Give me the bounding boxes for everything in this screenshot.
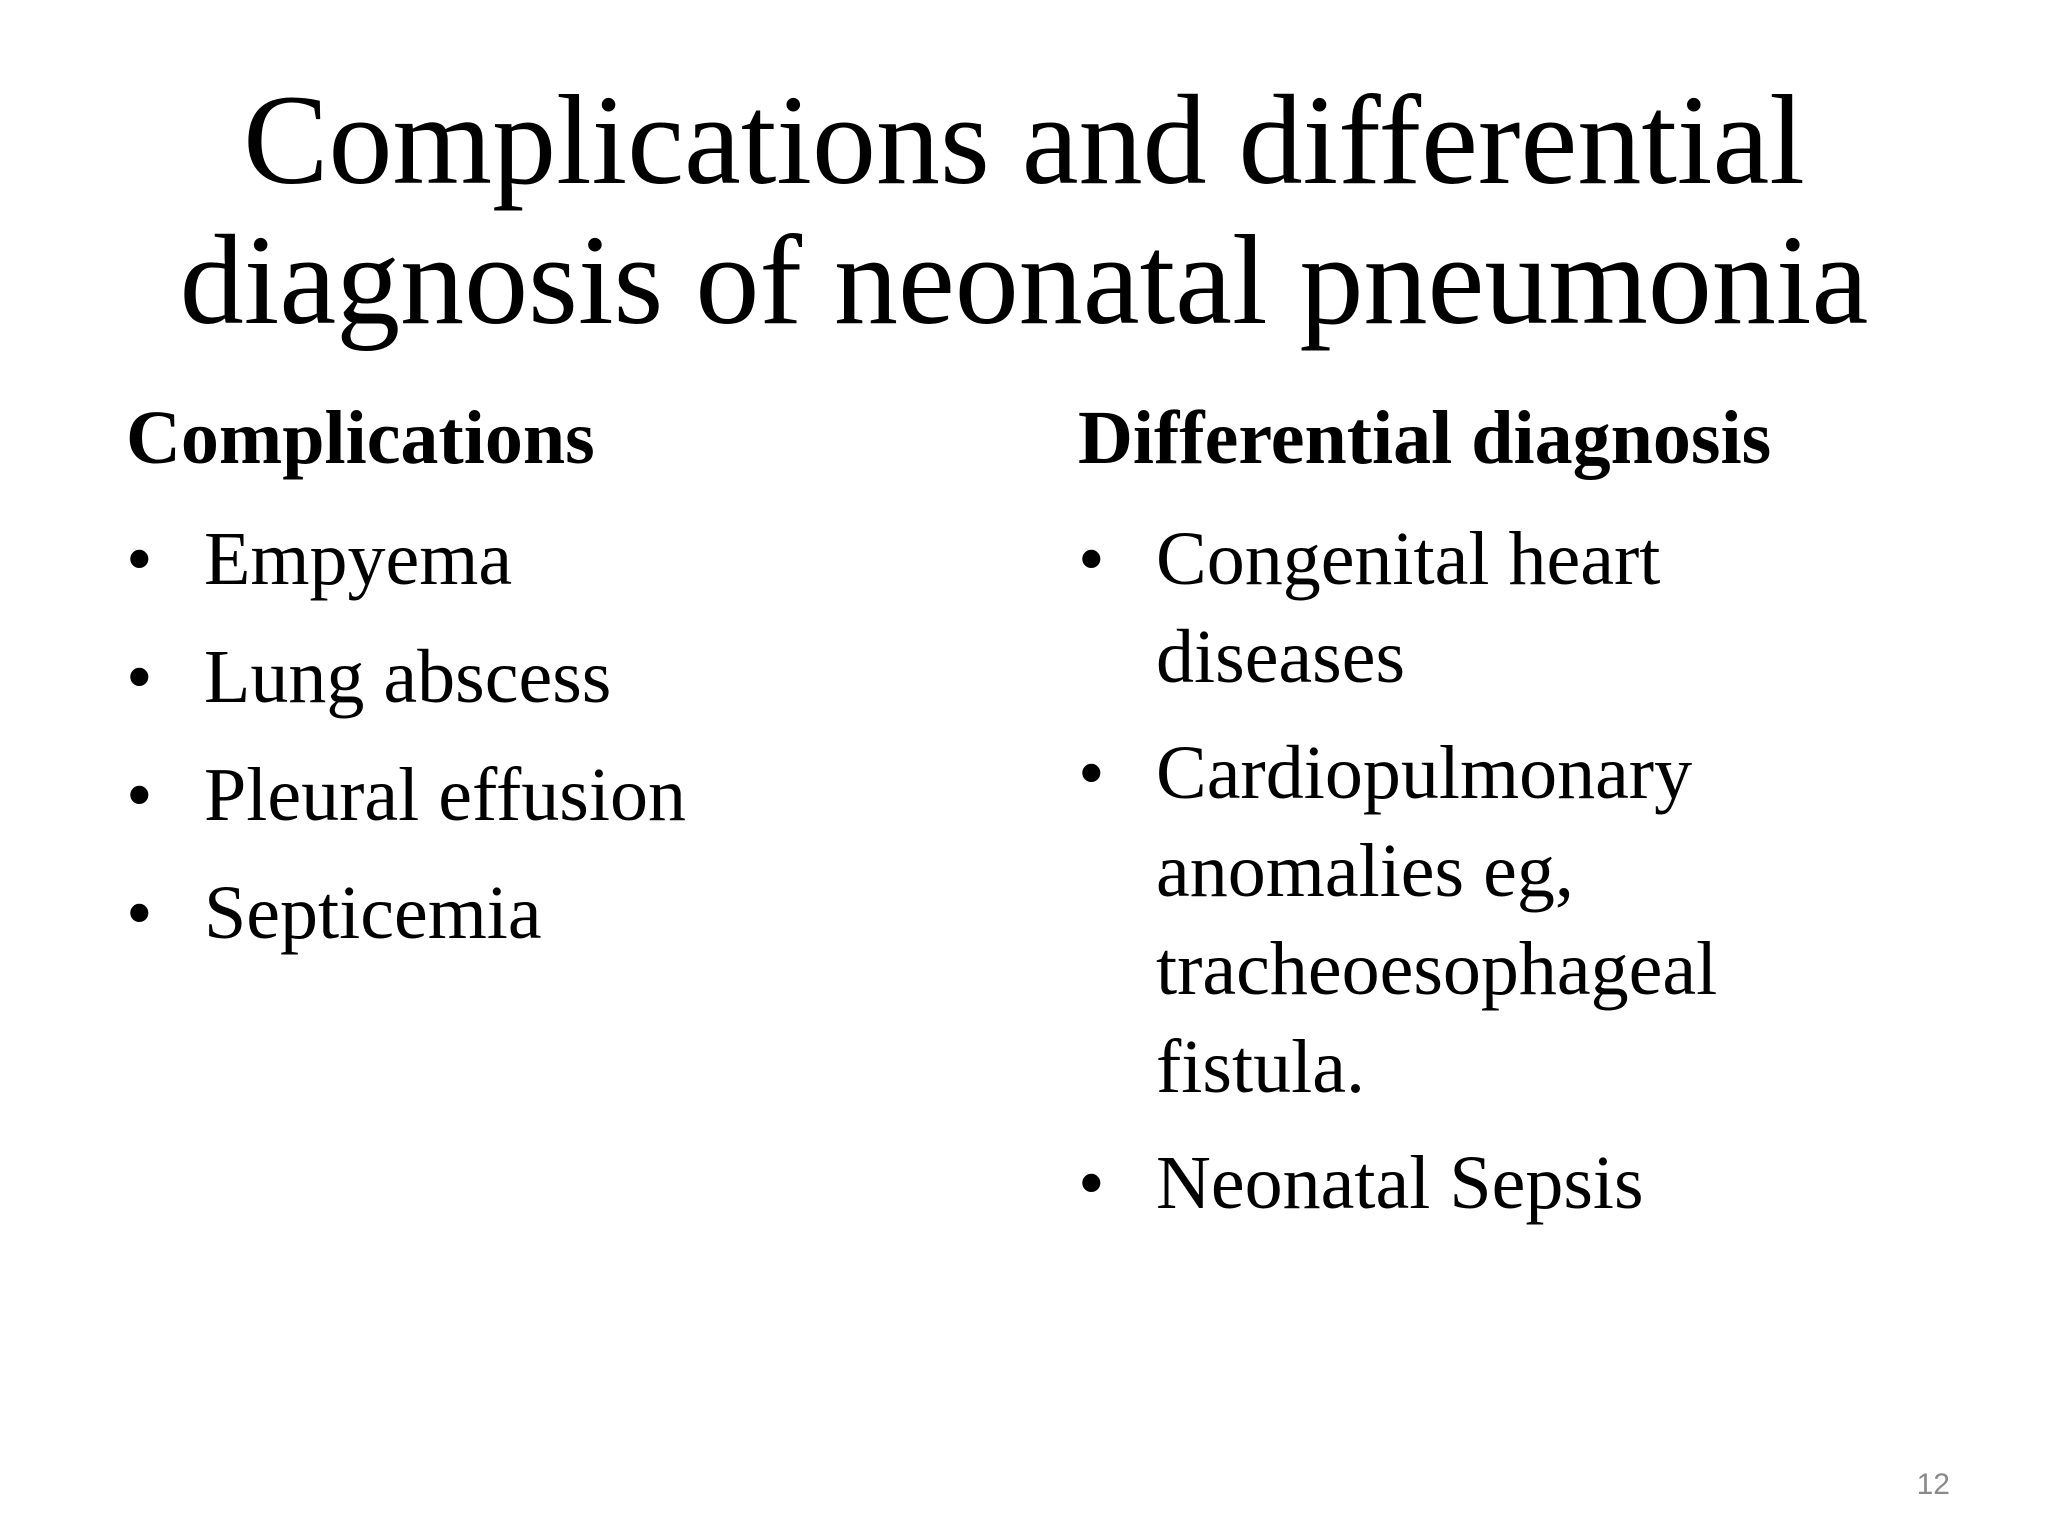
list-item-text: Septicemia <box>204 871 542 955</box>
list-item <box>126 510 946 608</box>
bullet-icon: • <box>1078 731 1105 815</box>
page-number: 12 <box>1916 1468 1950 1501</box>
list-item-text-line: diseases <box>1156 615 1406 699</box>
list-item-text-line: tracheoesophageal <box>1156 927 1718 1011</box>
list-item-text-line: fistula. <box>1156 1025 1365 1109</box>
list-item-text: Lung abscess <box>204 635 612 719</box>
list-item <box>126 864 946 962</box>
list-item <box>1078 724 1948 1116</box>
list-item-text-line: Congenital heart <box>1156 517 1661 601</box>
list-item <box>126 628 946 726</box>
list-item <box>126 746 946 844</box>
list-item <box>1078 1134 1948 1232</box>
list-item-text: Empyema <box>204 517 513 601</box>
slide-title-line-1: Complications and differential <box>243 69 1805 211</box>
bullet-icon: • <box>126 871 153 955</box>
list-item-text-line: anomalies eg, <box>1156 829 1574 913</box>
bullet-icon: • <box>126 635 153 719</box>
bullet-icon: • <box>126 517 153 601</box>
bullet-icon: • <box>126 753 153 837</box>
complications-list <box>126 510 946 982</box>
slide-title <box>124 70 1924 350</box>
slide-title-line-2: diagnosis of neonatal pneumonia <box>179 209 1869 351</box>
complications-heading: Complications <box>126 396 595 480</box>
differential-diagnosis-list <box>1078 510 1948 1250</box>
list-item-text-line: Neonatal Sepsis <box>1156 1141 1644 1225</box>
list-item-text: Pleural effusion <box>204 753 686 837</box>
bullet-icon: • <box>1078 517 1105 601</box>
bullet-icon: • <box>1078 1141 1105 1225</box>
list-item-text-line: Cardiopulmonary <box>1156 731 1693 815</box>
list-item <box>1078 510 1948 706</box>
differential-diagnosis-heading: Differential diagnosis <box>1078 396 1772 480</box>
